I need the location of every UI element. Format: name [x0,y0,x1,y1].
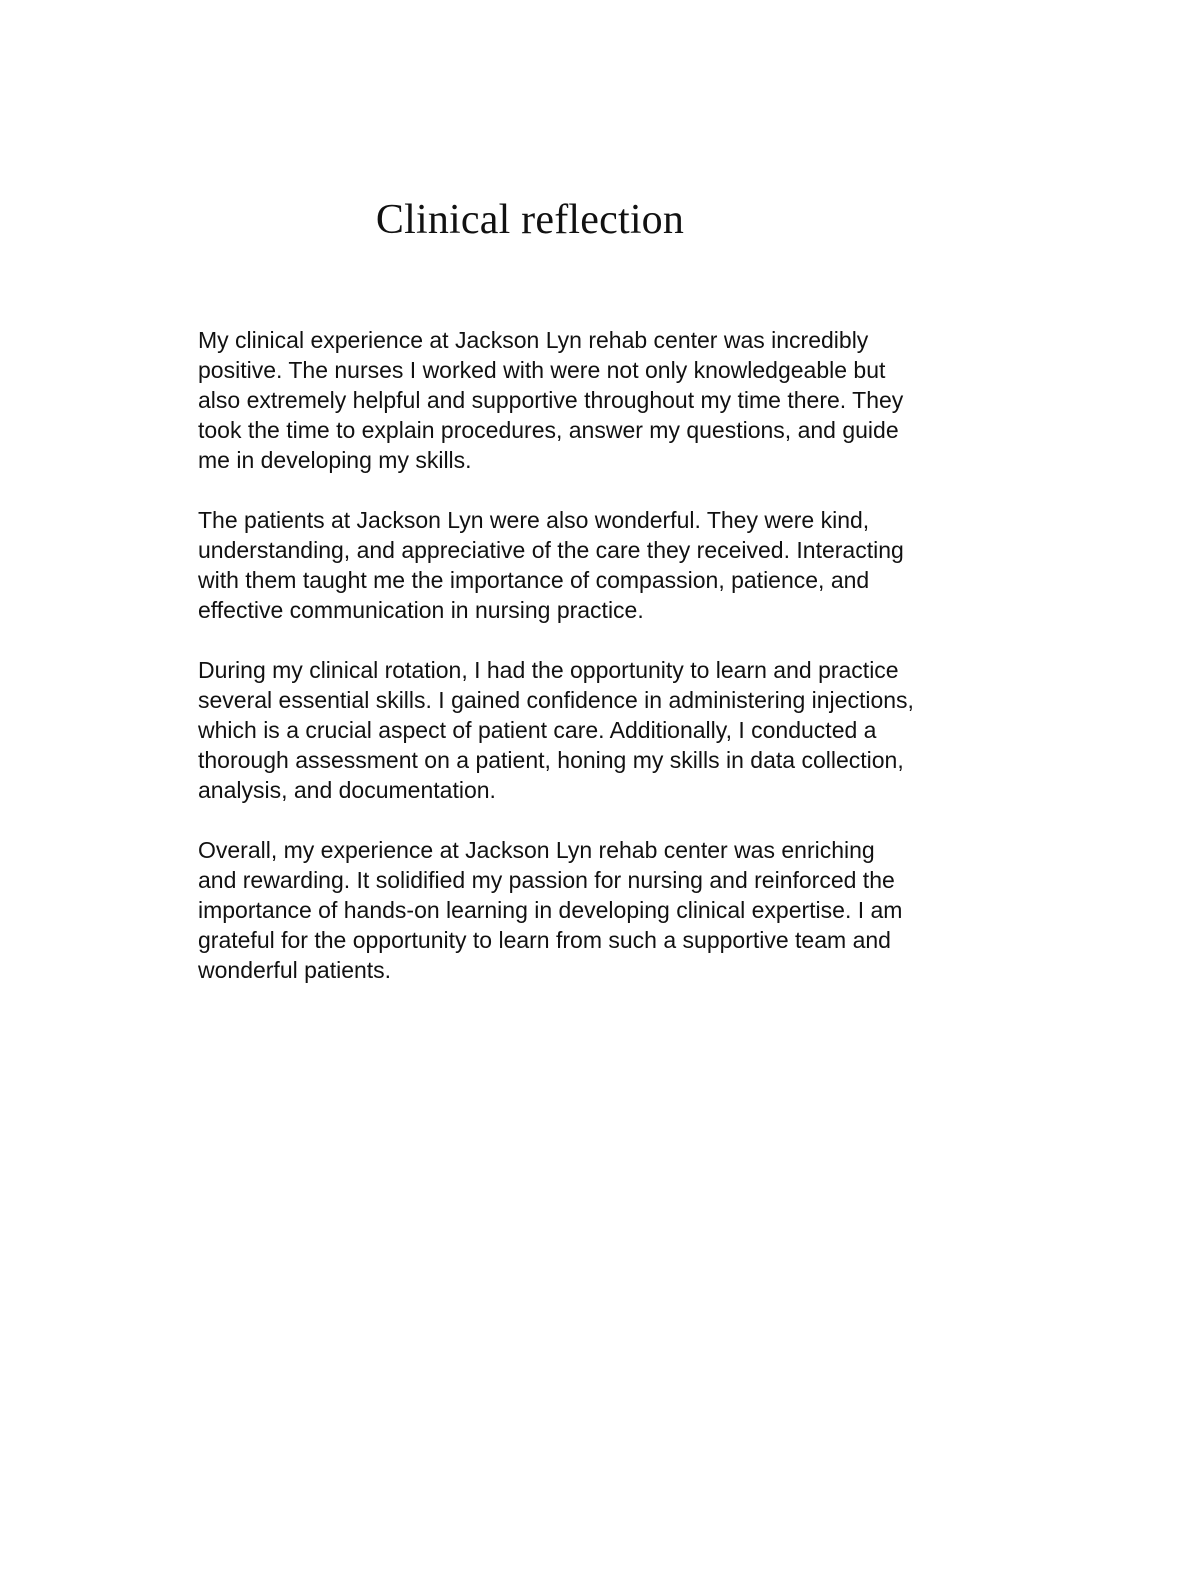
document-title: Clinical reflection [375,197,685,243]
paragraph-line: My clinical experience at Jackson Lyn rehab center was incredibly [198,327,869,353]
paragraph-2 [198,505,998,625]
paragraph-line: effective communication in nursing practice. [198,597,644,623]
paragraph-line: grateful for the opportunity to learn from such a supportive team and [198,927,891,953]
paragraph-line: analysis, and documentation. [198,777,496,803]
paragraph-line: Overall, my experience at Jackson Lyn rehab center was enriching [198,837,875,863]
paragraph-line: me in developing my skills. [198,447,472,473]
paragraph-line: took the time to explain procedures, answer my questions, and guide [198,417,899,443]
paragraph-line: thorough assessment on a patient, honing my skills in data collection, [198,747,904,773]
paragraph-line: The patients at Jackson Lyn were also wonderful. They were kind, [198,507,870,533]
paragraph-3 [198,655,998,805]
paragraph-line: importance of hands-on learning in developing clinical expertise. I am [198,897,903,923]
paragraph-line: also extremely helpful and supportive throughout my time there. They [198,387,904,413]
paragraph-line: several essential skills. I gained confidence in administering injections, [198,687,914,713]
paragraph-line: and rewarding. It solidified my passion for nursing and reinforced the [198,867,895,893]
paragraph-line: with them taught me the importance of compassion, patience, and [198,567,870,593]
paragraph-line: During my clinical rotation, I had the opportunity to learn and practice [198,657,899,683]
paragraph-line: which is a crucial aspect of patient care. Additionally, I conducted a [198,717,877,743]
paragraph-1 [198,325,998,475]
document-body [198,325,998,1015]
paragraph-line: understanding, and appreciative of the care they received. Interacting [198,537,904,563]
paragraph-line: positive. The nurses I worked with were not only knowledgeable but [198,357,886,383]
paragraph-line: wonderful patients. [198,957,392,983]
paragraph-4 [198,835,998,985]
